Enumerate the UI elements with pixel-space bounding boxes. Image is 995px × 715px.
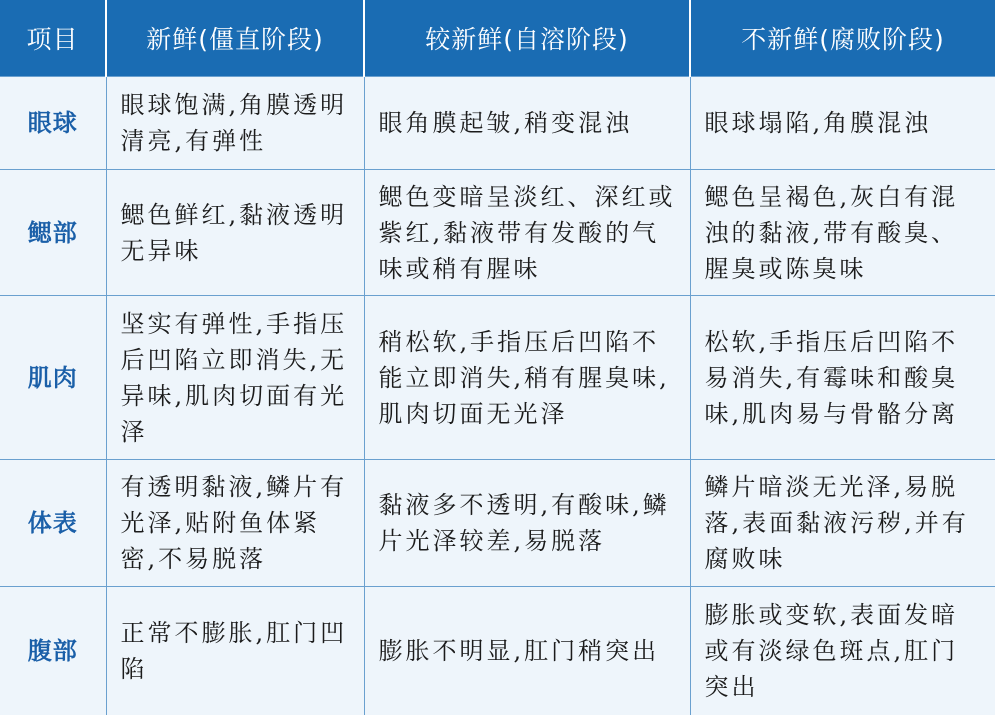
header-less-fresh: 较新鲜(自溶阶段) [364,0,690,77]
table-row [0,296,995,460]
table-cell: 正常不膨胀,肛门凹陷 [106,587,364,715]
table-cell: 黏液多不透明,有酸味,鳞片光泽较差,易脱落 [364,460,690,587]
table-row [0,170,995,296]
table-cell: 鳃色鲜红,黏液透明无异味 [106,170,364,296]
table-row [0,77,995,170]
row-label-eyes: 眼球 [0,77,106,170]
table-cell: 膨胀不明显,肛门稍突出 [364,587,690,715]
table-cell: 鳃色变暗呈淡红、深红或紫红,黏液带有发酸的气味或稍有腥味 [364,170,690,296]
row-label-abdomen: 腹部 [0,587,106,715]
header-fresh: 新鲜(僵直阶段) [106,0,364,77]
table-cell: 眼球饱满,角膜透明清亮,有弹性 [106,77,364,170]
table-row [0,587,995,715]
table-cell: 坚实有弹性,手指压后凹陷立即消失,无异味,肌肉切面有光泽 [106,296,364,460]
table-cell: 眼球塌陷,角膜混浊 [690,77,995,170]
table-cell: 有透明黏液,鳞片有光泽,贴附鱼体紧密,不易脱落 [106,460,364,587]
table-cell: 鳃色呈褐色,灰白有混浊的黏液,带有酸臭、腥臭或陈臭味 [690,170,995,296]
table-cell: 膨胀或变软,表面发暗或有淡绿色斑点,肛门突出 [690,587,995,715]
table-cell: 稍松软,手指压后凹陷不能立即消失,稍有腥臭味,肌肉切面无光泽 [364,296,690,460]
row-label-muscle: 肌肉 [0,296,106,460]
header-row [0,0,995,77]
table-cell: 眼角膜起皱,稍变混浊 [364,77,690,170]
row-label-gills: 鳃部 [0,170,106,296]
table-row [0,460,995,587]
row-label-body-surface: 体表 [0,460,106,587]
table-cell: 松软,手指压后凹陷不易消失,有霉味和酸臭味,肌肉易与骨骼分离 [690,296,995,460]
header-not-fresh: 不新鲜(腐败阶段) [690,0,995,77]
header-item: 项目 [0,0,106,77]
table-cell: 鳞片暗淡无光泽,易脱落,表面黏液污秽,并有腐败味 [690,460,995,587]
